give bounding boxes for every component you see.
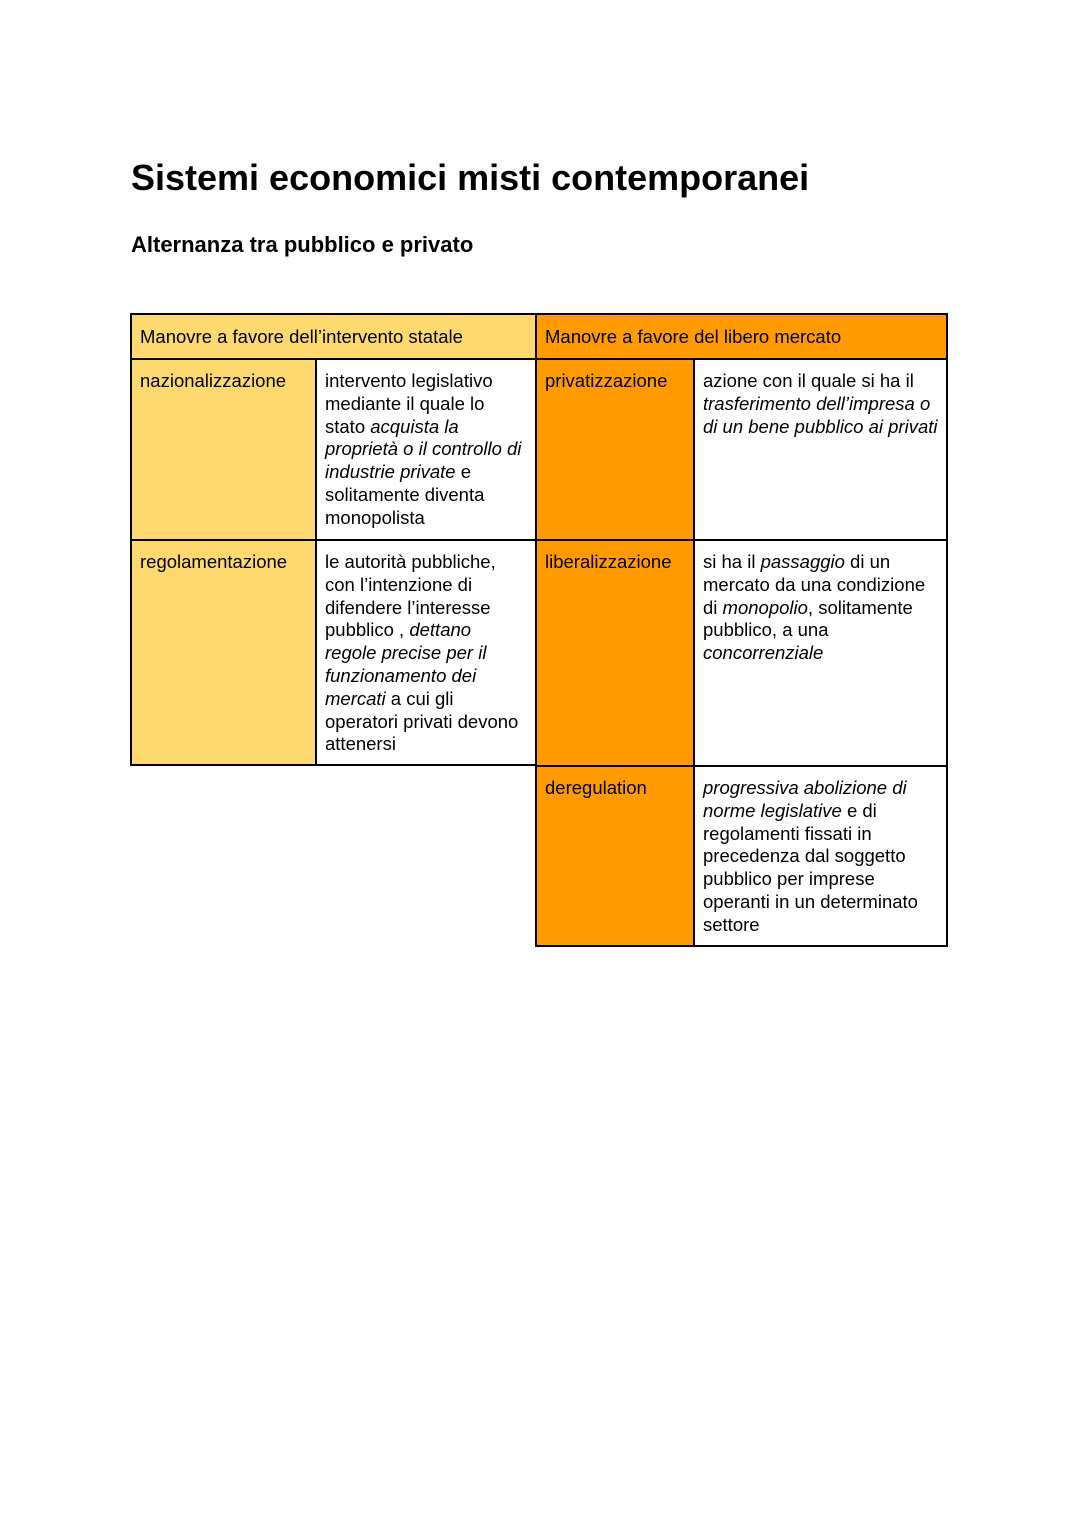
state-intervention-table xyxy=(130,313,537,766)
page-title: Sistemi economici misti contemporanei xyxy=(131,157,810,198)
state-intervention-header: Manovre a favore dell’intervento statale xyxy=(132,315,535,358)
term-privatizzazione: privatizzazione xyxy=(537,360,693,539)
desc-liberalizzazione: si ha il passaggio di un mercato da una condizione di monopolio, solitamente pubblico, a una concorrenziale xyxy=(695,541,946,765)
term-regolamentazione: regolamentazione xyxy=(132,541,315,764)
desc-privatizzazione: azione con il quale si ha il trasferimento dell’impresa o di un bene pubblico ai privati xyxy=(695,360,946,539)
free-market-header: Manovre a favore del libero mercato xyxy=(537,315,946,358)
desc-nazionalizzazione: intervento legislativo mediante il quale lo stato acquista la proprietà o il controllo di industrie private e solitamente diventa monopolista xyxy=(317,360,535,539)
desc-deregulation: progressiva abolizione di norme legislative e di regolamenti fissati in precedenza dal soggetto pubblico per imprese operanti in un determinato settore xyxy=(695,767,946,945)
term-liberalizzazione: liberalizzazione xyxy=(537,541,693,765)
term-deregulation: deregulation xyxy=(537,767,693,945)
desc-regolamentazione: le autorità pubbliche, con l’intenzione di difendere l’interesse pubblico , dettano regole precise per il funzionamento dei mercati a cui gli operatori privati devono attenersi xyxy=(317,541,535,764)
free-market-table xyxy=(535,313,948,947)
term-nazionalizzazione: nazionalizzazione xyxy=(132,360,315,539)
page-subtitle: Alternanza tra pubblico e privato xyxy=(131,232,474,257)
